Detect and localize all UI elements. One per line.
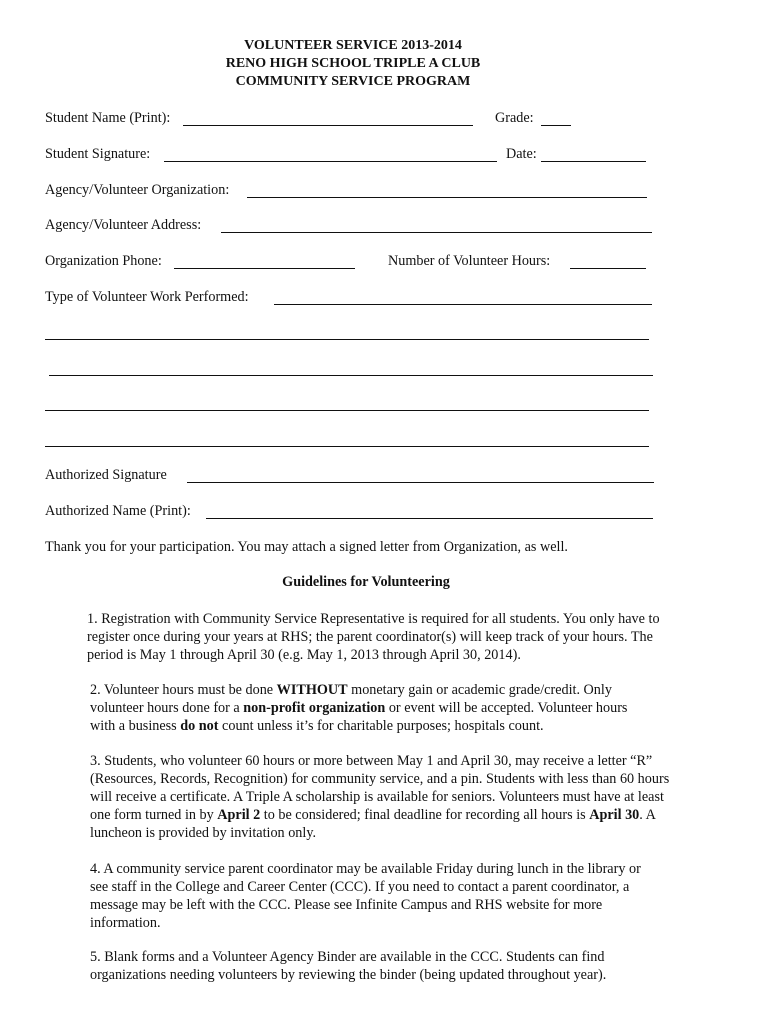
title-line-3: COMMUNITY SERVICE PROGRAM xyxy=(235,74,471,89)
guideline-5: 5. Blank forms and a Volunteer Agency Binder are available in the CCC. Students can find organizations needing volunteers by reviewing the binder (being updated throughout year). xyxy=(90,949,607,983)
student-name-field[interactable] xyxy=(183,125,473,126)
authorized-name-label: Authorized Name (Print): xyxy=(45,503,191,519)
authorized-signature-label: Authorized Signature xyxy=(45,467,167,483)
hours-field[interactable] xyxy=(570,268,646,269)
work-line-4[interactable] xyxy=(45,410,649,411)
work-label: Type of Volunteer Work Performed: xyxy=(45,289,249,305)
phone-field[interactable] xyxy=(174,268,355,269)
authorized-signature-field[interactable] xyxy=(187,482,654,483)
grade-field[interactable] xyxy=(541,125,571,126)
thanks-text: Thank you for your participation. You may attach a signed letter from Organization, as well. xyxy=(45,539,568,555)
guideline-3: 3. Students, who volunteer 60 hours or more between May 1 and April 30, may receive a letter “R” (Resources, Records, Recognition) for community service, and a pin. Students with less than 60 hours will receive a certificate. A Triple A scholarship is available for seniors. Volunteers must have at least one form turned in by April 2 to be considered; final deadline for recording all hours is April 30. A luncheon is provided by invitation only. xyxy=(90,753,670,841)
student-signature-label: Student Signature: xyxy=(45,146,151,162)
address-label: Agency/Volunteer Address: xyxy=(45,217,202,233)
organization-label: Agency/Volunteer Organization: xyxy=(45,182,230,198)
title-line-1: VOLUNTEER SERVICE 2013-2014 xyxy=(244,38,462,53)
title-line-2: RENO HIGH SCHOOL TRIPLE A CLUB xyxy=(225,56,481,71)
organization-field[interactable] xyxy=(247,197,647,198)
guideline-1: 1. Registration with Community Service Representative is required for all students. You only have to register once during your years at RHS; the parent coordinator(s) will keep track of your hours. The period is May 1 through April 30 (e.g. May 1, 2013 through April 30, 2014). xyxy=(87,611,660,663)
student-signature-field[interactable] xyxy=(164,161,497,162)
work-line-2[interactable] xyxy=(45,339,649,340)
date-field[interactable] xyxy=(541,161,646,162)
student-name-label: Student Name (Print): xyxy=(45,110,171,126)
address-field[interactable] xyxy=(221,232,652,233)
work-line-5[interactable] xyxy=(45,446,649,447)
grade-label: Grade: xyxy=(495,110,534,126)
work-field[interactable] xyxy=(274,304,652,305)
authorized-name-field[interactable] xyxy=(206,518,653,519)
guideline-2: 2. Volunteer hours must be done WITHOUT monetary gain or academic grade/credit. Only volunteer hours done for a non-profit organization or event will be accepted. Volunteer hours with a business do not count unless it’s for charitable purposes; hospitals count. xyxy=(90,682,628,734)
guideline-4: 4. A community service parent coordinator may be available Friday during lunch in the library or see staff in the College and Career Center (CCC). If you need to contact a parent coordinator, a message may be left with the CCC. Please see Infinite Campus and RHS website for more information. xyxy=(90,861,641,931)
phone-label: Organization Phone: xyxy=(45,253,162,269)
work-line-3[interactable] xyxy=(49,375,653,376)
date-label: Date: xyxy=(506,146,537,162)
guidelines-title: Guidelines for Volunteering xyxy=(282,574,450,590)
hours-label: Number of Volunteer Hours: xyxy=(388,253,551,269)
